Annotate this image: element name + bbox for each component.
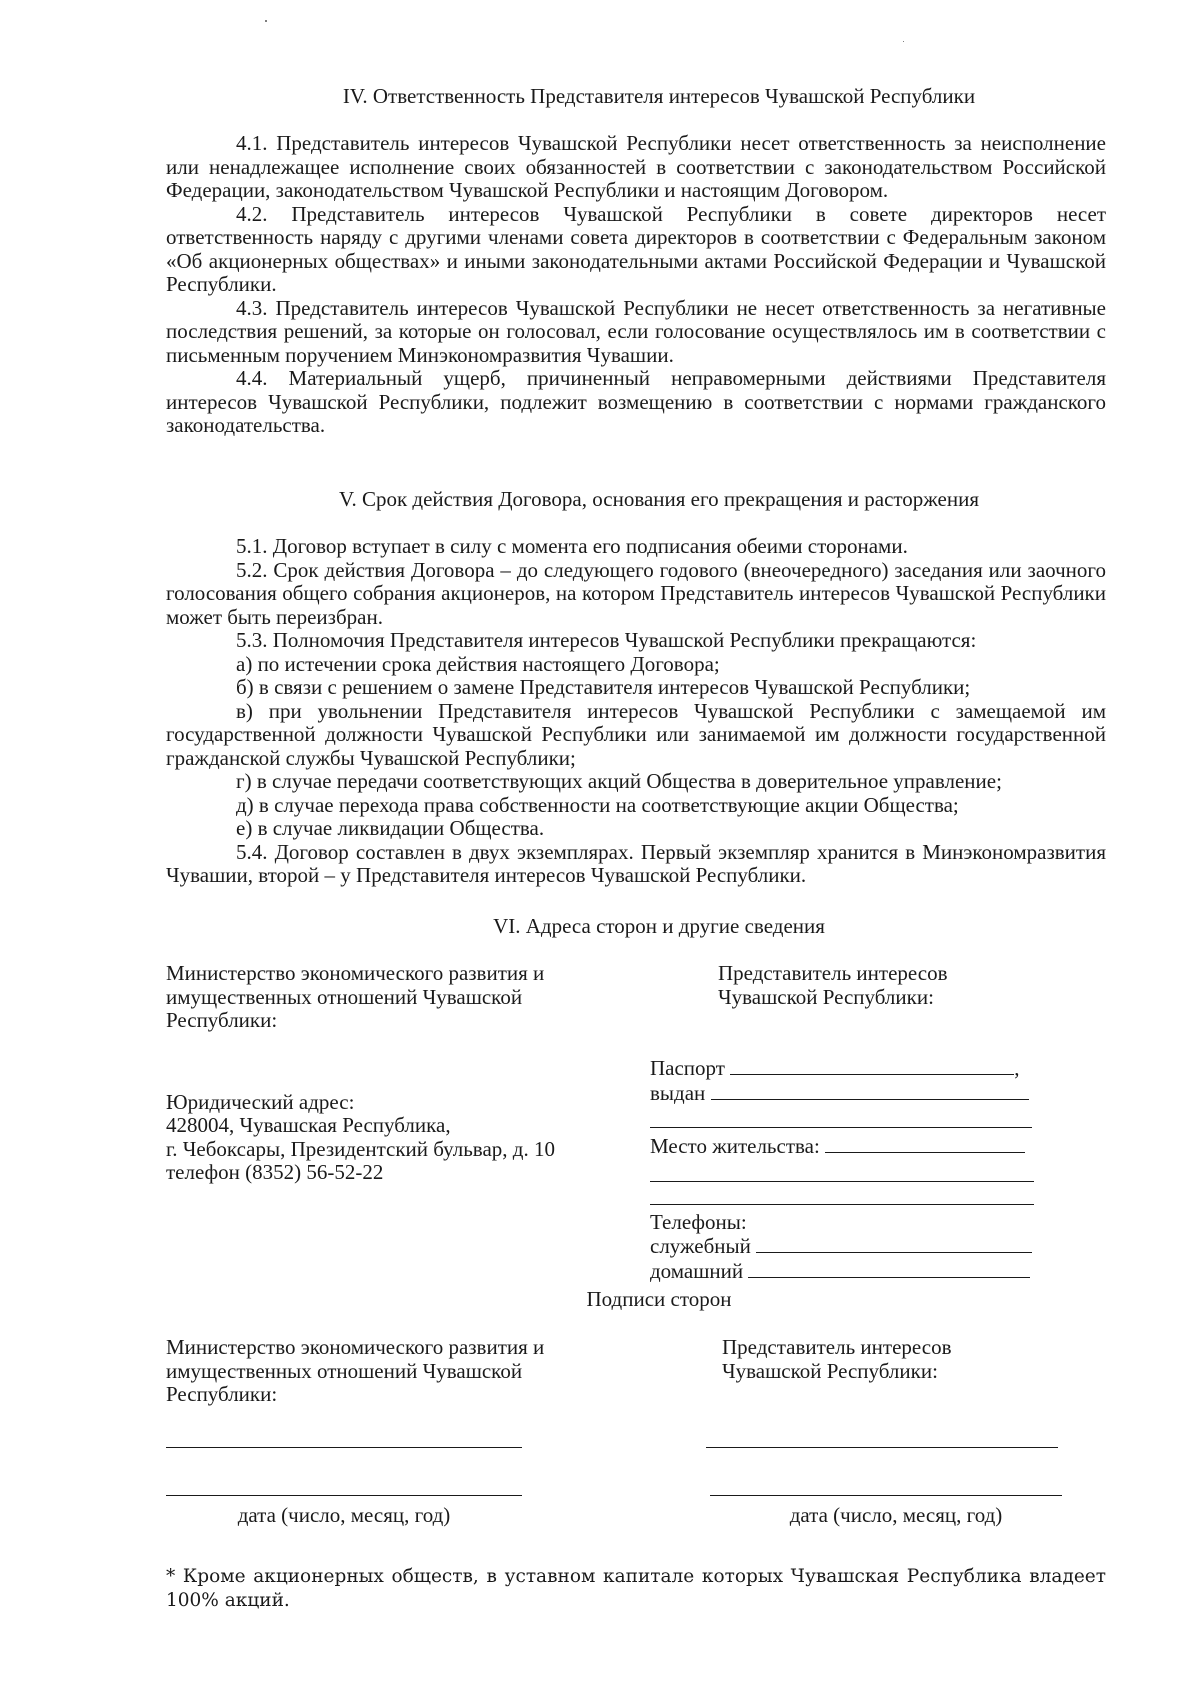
ministry-name-line: Министерство экономического развития и (166, 1335, 545, 1359)
passport-field[interactable] (730, 1056, 1014, 1075)
footnote-text: * Кроме акционерных обществ, в уставном капитале которых Чувашская Республика владеет 100% акций. (166, 1566, 1106, 1611)
paragraph-4-2: 4.2. Представитель интересов Чувашской Республики в совете директоров несет ответственность наряду с другими членами совета директоров в соответствии с Федеральным законом «Об акционерных обществах» и иными законодательными актами Российской Федерации и Чувашской Республики. (166, 201, 1106, 296)
representative-name-line: Чувашской Республики: (722, 1358, 938, 1383)
work-phone-row (650, 1234, 1030, 1259)
residence-row (650, 1134, 1030, 1159)
signature-ministry-block (166, 1336, 596, 1407)
representative-name-line: Чувашской Республики: (718, 984, 934, 1009)
issued-field[interactable] (711, 1081, 1029, 1100)
section-4-title: IV. Ответственность Представителя интересов Чувашской Республики (342, 84, 976, 108)
residence-field-continuation[interactable] (650, 1182, 1034, 1205)
paragraph-4-4: 4.4. Материальный ущерб, причиненный неправомерными действиями Представителя интересов Чувашской Республики, подлежит возмещению в соответствии с нормами гражданского законодательства. (166, 366, 1106, 437)
ministry-name-line: Республики: (166, 1008, 278, 1032)
section-5-body (166, 535, 1106, 888)
issued-label: выдан (650, 1080, 706, 1105)
work-phone-label: служебный (650, 1234, 751, 1258)
footnote (166, 1565, 1106, 1613)
representative-form (650, 1056, 1030, 1283)
passport-label: Паспорт (650, 1056, 725, 1080)
representative-details (718, 962, 1078, 1009)
home-phone-label: домашний (650, 1258, 744, 1283)
ministry-name-line: имущественных отношений Чувашской (166, 984, 523, 1009)
section-4-body (166, 132, 1106, 438)
ministry-date-caption: дата (число, месяц, год) (237, 1503, 451, 1527)
passport-row (650, 1056, 1030, 1081)
list-item-b: б) в связи с решением о замене Представителя интересов Чувашской Республики; (236, 675, 971, 699)
signature-representative-block (722, 1336, 1082, 1383)
list-item-e: е) в случае ликвидации Общества. (236, 816, 545, 840)
paragraph-4-3: 4.3. Представитель интересов Чувашской Республики не несет ответственность за негативные последствия решений, за которые он голосовал, если голосование осуществлялось им в соответствии с письменным поручением Минэкономразвития Чувашии. (166, 295, 1106, 367)
ministry-date-line[interactable] (166, 1494, 522, 1496)
issued-field-continuation[interactable] (650, 1105, 1032, 1128)
work-phone-field[interactable] (756, 1234, 1032, 1253)
representative-name-line: Представитель интересов (722, 1335, 952, 1359)
list-item-a: а) по истечении срока действия настоящего Договора; (236, 651, 720, 676)
paragraph-4-1: 4.1. Представитель интересов Чувашской Республики несет ответственность за неисполнение или ненадлежащее исполнение своих обязанностей в соответствии с законодательством Российской Федерации, законодательством Чувашской Республики и настоящим Договором. (166, 131, 1106, 202)
list-item-d: д) в случае перехода права собственности на соответствующие акции Общества; (236, 792, 959, 817)
residence-label: Место жительства: (650, 1134, 820, 1158)
phone-line: телефон (8352) 56-52-22 (166, 1160, 384, 1184)
legal-address-label: Юридический адрес: (166, 1089, 355, 1114)
paragraph-5-1: 5.1. Договор вступает в силу с момента его подписания обеими сторонами. (236, 534, 908, 558)
ministry-name-line: Министерство экономического развития и (166, 961, 545, 985)
list-item-g: г) в случае передачи соответствующих акций Общества в доверительное управление; (236, 769, 1002, 793)
representative-signature-line[interactable] (706, 1446, 1058, 1448)
list-item-v: в) при увольнении Представителя интересов Чувашской Республики с замещаемой им государственной должности Чувашской Республики или занимаемой им должности государственной гражданской службы Чувашской Республики; (166, 698, 1106, 770)
representative-date-caption: дата (число, месяц, год) (789, 1503, 1003, 1527)
ministry-name-line: Республики: (166, 1382, 278, 1406)
home-phone-row (650, 1259, 1030, 1284)
home-phone-field[interactable] (748, 1259, 1030, 1278)
document-page (166, 0, 1106, 1697)
address-line: 428004, Чувашская Республика, (166, 1113, 451, 1137)
paragraph-5-4: 5.4. Договор составлен в двух экземплярах. Первый экземпляр хранится в Минэкономразвития Чувашии, второй – у Представителя интересов Чувашской Республики. (166, 839, 1106, 887)
ministry-name-line: имущественных отношений Чувашской (166, 1358, 523, 1383)
paragraph-5-3: 5.3. Полномочия Представителя интересов Чувашской Республики прекращаются: (236, 628, 977, 652)
section-6-title: VI. Адреса сторон и другие сведения (493, 914, 825, 938)
address-line: г. Чебоксары, Президентский бульвар, д. 10 (166, 1136, 555, 1161)
ministry-signature-line[interactable] (166, 1446, 522, 1448)
section-5-title: V. Срок действия Договора, основания его прекращения и расторжения (339, 487, 979, 511)
phones-label: Телефоны: (650, 1209, 747, 1234)
ministry-details (166, 962, 596, 1185)
paragraph-5-2: 5.2. Срок действия Договора – до следующего годового (внеочередного) заседания или заочного голосования общего собрания акционеров, на котором Представитель интересов Чувашской Республики может быть переизбран. (166, 557, 1106, 629)
representative-date-line[interactable] (710, 1494, 1062, 1496)
residence-field-continuation[interactable] (650, 1159, 1034, 1182)
signatures-title: Подписи сторон (586, 1287, 732, 1311)
representative-name-line: Представитель интересов (718, 961, 948, 985)
issued-row (650, 1081, 1030, 1106)
passport-suffix: , (1014, 1056, 1020, 1080)
residence-field[interactable] (825, 1134, 1025, 1153)
